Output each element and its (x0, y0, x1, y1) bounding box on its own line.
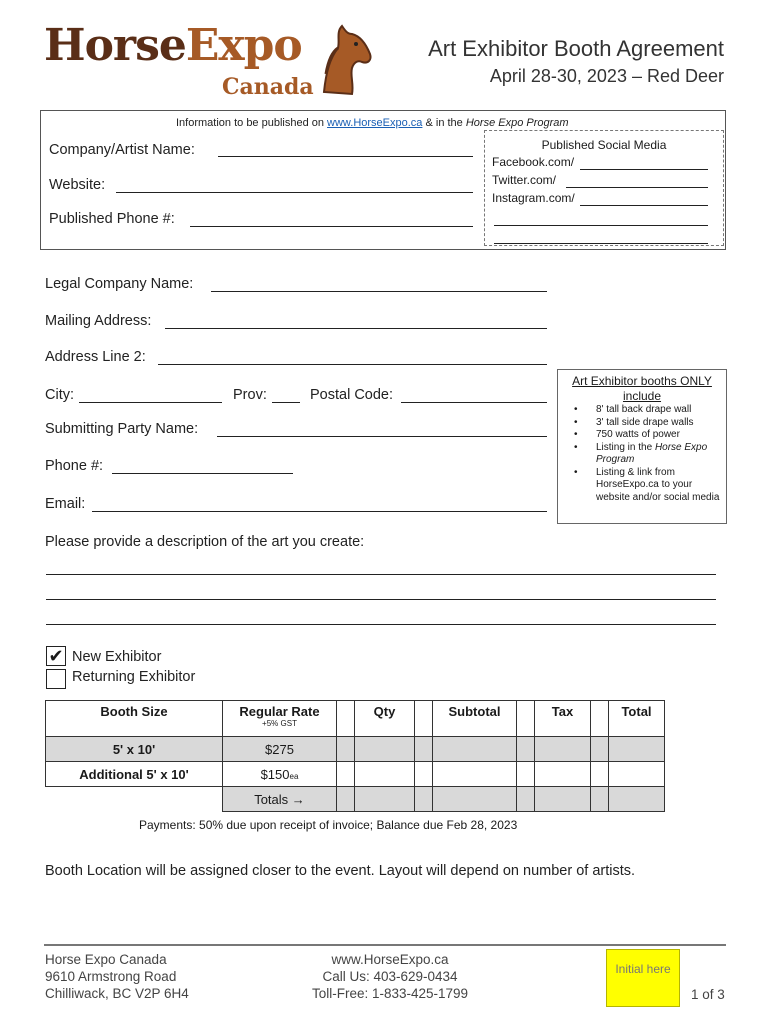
footer-divider (44, 944, 726, 946)
description-line-2[interactable] (46, 599, 716, 600)
booth-size-cell: Additional 5' x 10' (46, 762, 223, 787)
horse-head-logo-icon (316, 22, 374, 98)
social-extra-field-1[interactable] (494, 225, 708, 226)
regular-rate-text: Regular Rate (239, 704, 320, 719)
spacer-cell (415, 762, 433, 787)
booth-rates-table (45, 700, 665, 812)
total-qty-cell[interactable] (355, 787, 415, 812)
header-qty: Qty (355, 701, 415, 737)
payments-note: Payments: 50% due upon receipt of invoice; Balance due Feb 28, 2023 (139, 818, 518, 832)
table-row (46, 737, 665, 762)
spacer-cell (415, 701, 433, 737)
listing-text: Listing in the (596, 441, 653, 453)
list-item: • Listing & link from HorseExpo.ca to your website and/or social media (570, 467, 720, 505)
website-field[interactable] (116, 192, 473, 193)
new-exhibitor-checkbox[interactable]: ✔ (46, 646, 66, 666)
header-booth-size: Booth Size (46, 701, 223, 737)
footer-contact (300, 951, 480, 1002)
header-tax: Tax (535, 701, 591, 737)
grand-total-cell[interactable] (609, 787, 665, 812)
publish-info-prefix: Information to be published on (176, 117, 328, 129)
logo-expo-word: Expo (185, 20, 302, 71)
total-subtotal-cell[interactable] (433, 787, 517, 812)
submitting-party-label: Submitting Party Name: (45, 421, 199, 437)
footer-tollfree: Toll-Free: 1-833-425-1799 (311, 986, 469, 1001)
tax-cell[interactable] (535, 762, 591, 787)
address-line2-label: Address Line 2: (45, 349, 146, 365)
list-item: • 8' tall back drape wall (570, 404, 720, 417)
spacer-cell (517, 701, 535, 737)
table-header-row (46, 701, 665, 737)
spacer-cell (415, 737, 433, 762)
twitter-field[interactable] (566, 187, 708, 188)
published-phone-field[interactable] (190, 226, 473, 227)
returning-exhibitor-checkbox[interactable] (46, 669, 66, 689)
rate-value: $150 (260, 766, 290, 782)
spacer-cell (337, 787, 355, 812)
spacer-cell (591, 787, 609, 812)
table-row (46, 762, 665, 787)
subtotal-cell[interactable] (433, 762, 517, 787)
returning-exhibitor-label: Returning Exhibitor (72, 669, 196, 685)
qty-cell[interactable] (355, 762, 415, 787)
postal-code-field[interactable] (401, 402, 547, 403)
booth-includes-list (570, 404, 720, 504)
social-extra-field-2[interactable] (494, 243, 708, 244)
published-phone-label: Published Phone #: (49, 211, 175, 227)
listing-program: Horse Expo Program (596, 441, 708, 465)
facebook-label: Facebook.com/ (492, 155, 575, 169)
city-label: City: (45, 387, 74, 403)
new-exhibitor-label: New Exhibitor (72, 649, 162, 665)
prov-field[interactable] (272, 402, 300, 403)
logo-text (44, 20, 302, 71)
header-subtotal: Subtotal (433, 701, 517, 737)
footer-address (45, 951, 189, 1002)
header-regular-rate (223, 701, 337, 737)
footer-city: Chilliwack, BC V2P 6H4 (45, 986, 189, 1001)
spacer-cell (337, 701, 355, 737)
spacer-cell (517, 787, 535, 812)
mailing-address-label: Mailing Address: (45, 313, 152, 329)
legal-company-label: Legal Company Name: (45, 276, 194, 292)
totals-row (46, 787, 665, 812)
description-prompt: Please provide a description of the art you create: (45, 534, 365, 550)
email-label: Email: (45, 496, 86, 512)
total-cell[interactable] (609, 737, 665, 762)
booth-includes-title: Art Exhibitor booths ONLY include (572, 374, 712, 403)
website-label: Website: (49, 177, 106, 193)
total-tax-cell[interactable] (535, 787, 591, 812)
footer-street: 9610 Armstrong Road (45, 969, 177, 984)
social-media-title: Published Social Media (541, 138, 667, 152)
subtotal-cell[interactable] (433, 737, 517, 762)
page-number: 1 of 3 (691, 987, 725, 1002)
total-cell[interactable] (609, 762, 665, 787)
page-title: Art Exhibitor Booth Agreement (428, 36, 724, 61)
publish-info-note (176, 117, 569, 129)
address-line2-field[interactable] (158, 364, 547, 365)
booth-size-cell: 5' x 10' (46, 737, 223, 762)
spacer-cell (337, 762, 355, 787)
spacer-cell (517, 737, 535, 762)
empty-cell (46, 787, 223, 812)
description-line-1[interactable] (46, 574, 716, 575)
totals-label: Totals → (223, 787, 337, 812)
qty-cell[interactable] (355, 737, 415, 762)
spacer-cell (415, 787, 433, 812)
footer-org: Horse Expo Canada (45, 952, 167, 967)
twitter-label: Twitter.com/ (492, 173, 557, 187)
rate-cell (223, 762, 337, 787)
logo-horse-word: Horse (44, 20, 186, 71)
tax-cell[interactable] (535, 737, 591, 762)
email-field[interactable] (92, 511, 547, 512)
spacer-cell (591, 701, 609, 737)
initial-here-field[interactable]: Initial here (606, 949, 680, 1007)
spacer-cell (337, 737, 355, 762)
instagram-label: Instagram.com/ (492, 191, 575, 205)
list-item: • 750 watts of power (570, 429, 720, 442)
city-field[interactable] (79, 402, 222, 403)
spacer-cell (517, 762, 535, 787)
booth-location-note: Booth Location will be assigned closer to the event. Layout will depend on number of artists. (45, 863, 636, 879)
logo-canada-word: Canada (222, 74, 314, 100)
company-artist-field[interactable] (218, 156, 473, 157)
postal-code-label: Postal Code: (310, 387, 394, 403)
spacer-cell (591, 737, 609, 762)
company-artist-label: Company/Artist Name: (49, 142, 195, 158)
horseexpo-link[interactable]: www.HorseExpo.ca (327, 117, 423, 129)
list-item: • 3' tall side drape walls (570, 417, 720, 430)
footer-web: www.HorseExpo.ca (331, 952, 449, 967)
legal-company-field[interactable] (211, 291, 547, 292)
rate-cell: $275 (223, 737, 337, 762)
phone-label: Phone #: (45, 458, 104, 474)
prov-label: Prov: (233, 387, 267, 403)
facebook-field[interactable] (580, 169, 708, 170)
gst-note: +5% GST (262, 719, 297, 728)
spacer-cell (591, 762, 609, 787)
footer-call: Call Us: 403-629-0434 (322, 969, 458, 984)
event-dates: April 28-30, 2023 – Red Deer (489, 66, 724, 86)
rate-unit: ea (289, 771, 299, 781)
instagram-field[interactable] (580, 205, 708, 206)
publish-info-program: Horse Expo Program (465, 117, 569, 129)
phone-field[interactable] (112, 473, 293, 474)
publish-info-middle: & in the (422, 117, 466, 129)
header-total: Total (609, 701, 665, 737)
list-item (570, 442, 720, 467)
submitting-party-field[interactable] (217, 436, 547, 437)
mailing-address-field[interactable] (165, 328, 547, 329)
description-line-3[interactable] (46, 624, 716, 625)
